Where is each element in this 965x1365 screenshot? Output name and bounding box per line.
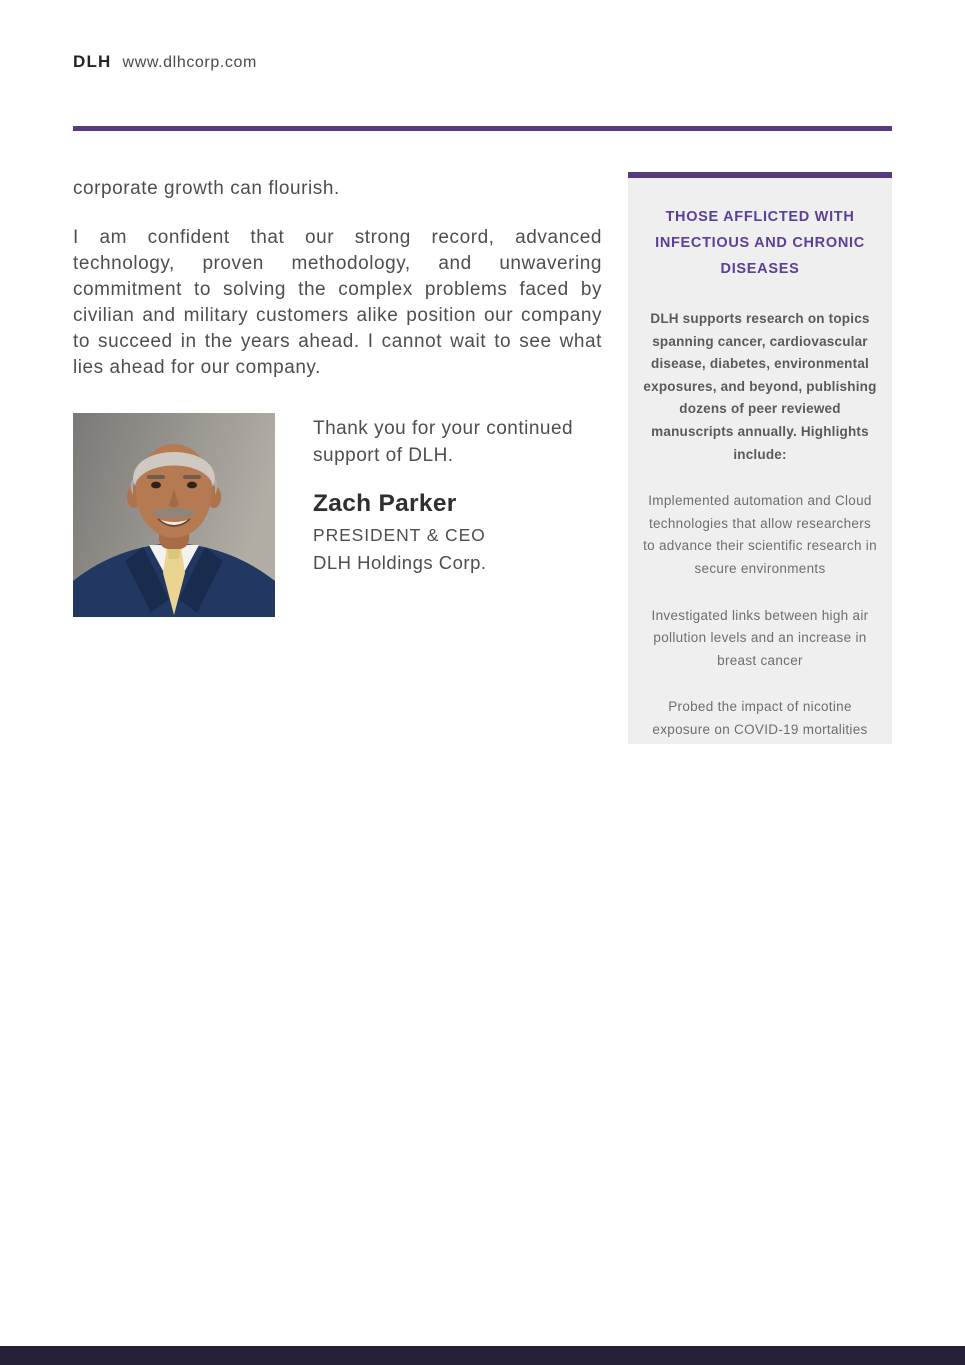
thanks-text: Thank you for your continued support of DLH. <box>313 418 574 466</box>
ceo-portrait-photo <box>73 413 275 617</box>
sidebar <box>628 172 892 744</box>
company-name: DLH Holdings Corp. <box>313 552 487 573</box>
signature-block <box>313 415 598 574</box>
highlight-item: Investigated links between high air pollution levels and an increase in breast cancer <box>651 607 869 668</box>
brand-logo: DLH <box>73 52 112 71</box>
site-url: www.dlhcorp.com <box>122 54 257 71</box>
letter-body <box>73 176 602 381</box>
sidebar-heading: THOSE AFFLICTED WITH INFECTIOUS AND CHRONIC DISEASES <box>655 209 865 277</box>
sidebar-intro: DLH supports research on topics spanning cancer, cardiovascular disease, diabetes, environmental exposures, and beyond, publishing dozens of peer reviewed manuscripts annually. Highlights include: <box>643 311 877 462</box>
letter-paragraph: corporate growth can flourish. <box>73 178 340 199</box>
highlight-item: Implemented automation and Cloud technologies that allow researchers to advance their scientific research in secure environments <box>643 493 877 576</box>
footer-bar <box>0 1346 965 1365</box>
ceo-name: Zach Parker <box>313 490 457 517</box>
letter-paragraph: I am confident that our strong record, advanced technology, proven methodology, and unwavering commitment to solving the complex problems faced by civilian and military customers alike position our company to succeed in the years ahead. I cannot wait to see what lies ahead for our company. <box>73 227 602 378</box>
ceo-title: PRESIDENT & CEO <box>313 525 486 545</box>
page-header <box>73 52 257 72</box>
header-divider <box>73 126 892 131</box>
highlight-item: Probed the impact of nicotine exposure on COVID-19 mortalities <box>652 699 868 737</box>
sidebar-panel <box>628 178 892 744</box>
